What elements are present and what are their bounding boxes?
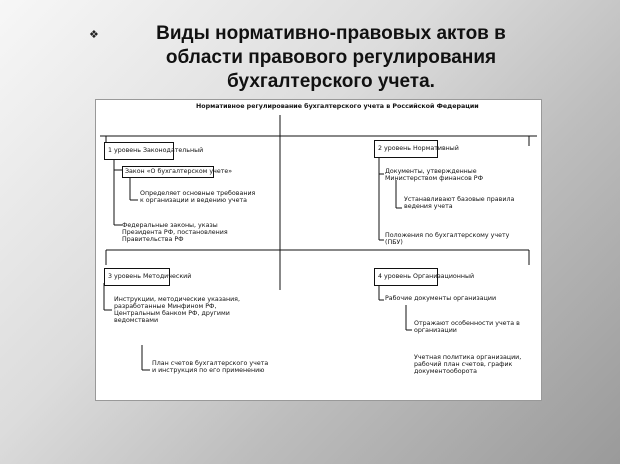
title-line: области правового регулирования	[165, 47, 497, 68]
level-1-label: 1 уровень Законодательный	[108, 147, 204, 154]
level-1-item: Федеральные законы, указы Президента РФ, постановления Правительства РФ	[122, 222, 228, 243]
slide-title	[96, 22, 566, 94]
level-1-item: Закон «О бухгалтерском учете»	[125, 168, 233, 175]
level-4-label: 4 уровень Организационный	[378, 273, 475, 280]
level-1-item-box	[122, 166, 233, 178]
level-2-item: Документы, утвержденные Министерством финансов РФ	[385, 168, 483, 182]
level-2-label: 2 уровень Нормативный	[378, 145, 459, 152]
diagram-image	[95, 99, 542, 401]
level-1-box	[104, 142, 204, 160]
level-2-item: Устанавливают базовые правила ведения учета	[404, 196, 515, 210]
level-1-item: Определяет основные требования к организации и ведению учета	[140, 190, 256, 204]
level-4-item: Отражают особенности учета в организации	[414, 320, 520, 334]
title-line: бухгалтерского учета.	[227, 71, 435, 92]
diagram-root-label: Нормативное регулирование бухгалтерского учета в Российской Федерации	[196, 103, 479, 110]
level-3-label: 3 уровень Методический	[108, 273, 192, 280]
level-4-item: Учетная политика организации, рабочий план счетов, график документооборота	[414, 354, 522, 375]
level-3-box	[104, 268, 192, 286]
level-2-box	[374, 140, 459, 158]
level-4-item: Рабочие документы организации	[385, 295, 497, 302]
level-3-item: Инструкции, методические указания, разработанные Минфином РФ, Центральным банком РФ, другими ведомствами	[114, 296, 240, 324]
level-4-box	[374, 268, 475, 286]
level-3-item: План счетов бухгалтерского учета и инструкция по его применению	[152, 360, 269, 374]
title-bullet-icon: ❖	[89, 28, 99, 41]
level-2-item: Положения по бухгалтерскому учету (ПБУ)	[385, 232, 510, 246]
title-line: Виды нормативно-правовых актов в	[156, 23, 506, 44]
